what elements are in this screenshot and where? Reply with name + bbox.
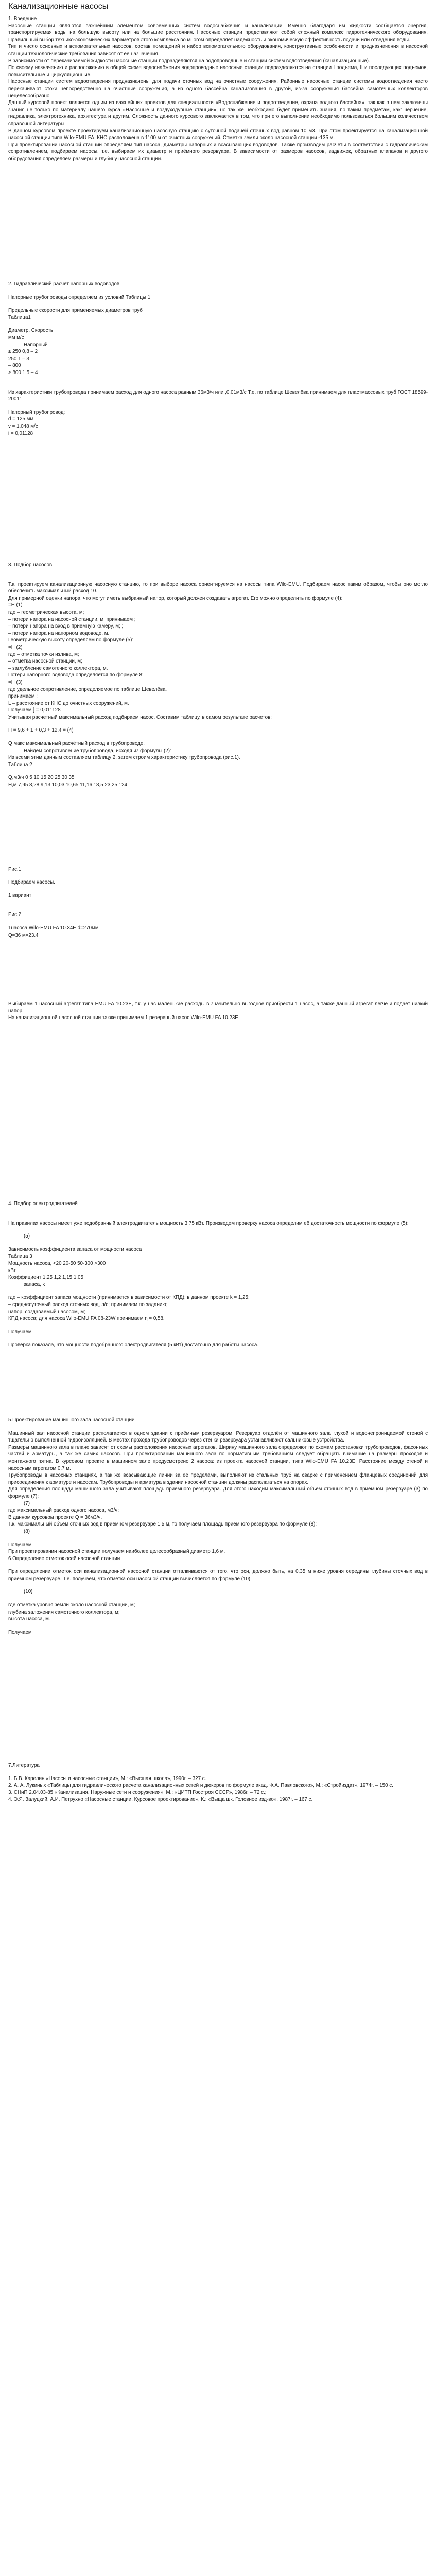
paragraph: 1насоса Wilo-EMU FA 10.34E d=270мм — [8, 925, 99, 931]
where-line: В данном курсовом проекте Q = 36м3/ч. — [8, 1514, 102, 1520]
formula: (7) — [24, 1500, 30, 1506]
paragraph: Напорные трубопроводы определяем из условий Таблицы 1: — [8, 294, 152, 300]
list-item: 3. СНиП 2.04.03-85 «Канализация. Наружные сети и сооружения», М.: «ЦИТП Госстроя СССР», 1986г. – 72 с.; — [8, 1789, 267, 1795]
section-heading: 1. Введение — [8, 16, 37, 22]
paragraph: Трубопроводы в насосных станциях, а так же всасывающие линии за ее пределами, выполняют из стальных труб на сварке с применением фланцевых соединений для присоединения к арматуре и насосам. Трубопроводы и арматура в здании насосной станции должны располагаться на опорах. — [8, 1472, 428, 1485]
section-heading: 6.Определение отметок осей насосной станции — [8, 1555, 120, 1562]
paragraph: Для примерной оценки напора, что могут иметь выбранный напор, который должен создавать агрегат. Его можно определить по формуле (4): — [8, 595, 343, 601]
paragraph: Насосные станции систем водоотведения предназначены для подачи сточных вод на очистные сооружения. Районные насосные станции системы водоотведения часто перекачивают стоки непосредственно на очистные сооружения, а из одного бассейна канализования в другой, из-за сооружения бассейна самотечных коллекторов нецелесообразно. — [8, 79, 428, 99]
table-caption: Зависимость коэффициента запаса от мощности насоса — [8, 1246, 142, 1252]
where-line: где удельное сопротивление, определяемое по таблице Шевелёва, — [8, 686, 167, 692]
pipe-value: v = 1,048 м/с — [8, 423, 38, 429]
where-line: принимаем ; — [8, 693, 38, 700]
list-item: 2. А. А. Лукиных «Таблицы для гидравлического расчета канализационных сетей и дюкеров по формуле акад. Ф.А. Павловского», М.: «Стройиздат», 1974г. – 150 с. — [8, 1783, 393, 1789]
where-line: где – геометрическая высота, м; — [8, 609, 84, 615]
paragraph: Размеры машинного зала в плане зависят от схемы расположения насосных агрегатов. Ширину машинного зала определяют по схемам расстановки трубопроводов, фасонных частей и арматуры, а так же самих насосов. При проектировании машинного зала по нормативным требованиям следует обращать внимание на размеры проходов и монтажного пятна. В курсовом проекте в машинном зале предусмотрено 2 насоса: из проекта насосной станции, типа Wilo-EMU FA 10.23E. Расстояние между стеной и насосным агрегатом 0,7 м. — [8, 1444, 428, 1471]
figure-caption: Рис.1 — [8, 866, 22, 872]
table-label: Таблица 2 — [8, 761, 32, 768]
section-pumps — [8, 562, 428, 1022]
table-row: Q,м3/ч 0 5 10 15 20 25 30 35 — [8, 775, 75, 781]
formula: (5) — [24, 1233, 30, 1240]
where-line: где отметка уровня земли около насосной станции, м; — [8, 1602, 135, 1608]
where-line: Т.к. максимальный объём сточных вод в приёмном резервуаре 1,5 м, то получаем площадь приёмного резервуара по формуле (8): — [8, 1521, 317, 1528]
paragraph: Насосные станции являются важнейшим элементом современных систем водоснабжения и канализации. Именно благодаря им жидкости сообщается энергия, транспортируемая воды на большую высоту или на большие расстояния. Насосные станции представляют собой сложный комплекс гидротехнического оборудования. Правильный выбор технико-экономических параметров этого комплекса во многом определяет надежность и экономическую эффективность подачи или отведения воды. — [8, 23, 428, 43]
where-line: – потери напора на напорном водоводе, м. — [8, 630, 110, 636]
table-header: Диаметр, Скорость, — [8, 328, 55, 334]
figure-caption: Рис.2 — [8, 912, 22, 918]
document-title: Канализационные насосы — [8, 2, 109, 11]
paragraph: На правилах насосы имеет уже подобранный электродвигатель мощность 3,75 кВт. Произведем проверку насоса определим её достаточность мощности по формуле (5): — [8, 1220, 409, 1226]
table-label: Таблица 3 — [8, 1253, 32, 1260]
list-item: 1. Б.В. Карелин «Насосы и насосные станции», М.: «Высшая школа», 1990г. – 327 с. — [8, 1775, 206, 1782]
table-label: Таблица1 — [8, 314, 31, 320]
table-row: > 800 1,5 – 4 — [8, 369, 38, 376]
where-line: – отметка насосной станции, м; — [8, 658, 82, 665]
paragraph: Т.к. проектируем канализационную насосную станцию, то при выборе насоса ориентируемся на насосы типа Wilo-EMU. Подбираем насос таким образом, чтобы оно могло обеспечить максимальный расход 10. — [8, 581, 428, 595]
section-heading: 2. Гидравлический расчёт напорных водоводов — [8, 281, 120, 287]
where-line: высота насоса, м. — [8, 1616, 50, 1622]
paragraph: Тип и число основных и вспомогательных насосов, состав помещений и набор вспомогательного оборудования, конструктивные особенности и предназначения в насосной станции технологические требования зависят от ее назначения. — [8, 44, 428, 57]
paragraph: Данный курсовой проект является одним из важнейших проектов для специальности «Водоснабжение и водоотведение, охрана водного бассейна», так как в нем заключены знания не только по материалу нашего курса «Насосные и воздуходувные станции», но так же необходимо будет применить знания, по таким предметам, как: черчение, гидравлика, электротехника, архитектура и другим. Сложность данного курсового заключается в том, что при его выполнении необходимо пользоваться большим количеством справочной литературы. — [8, 100, 428, 127]
section-introduction — [8, 15, 428, 162]
where-line: – потери напора на вход в приёмную камеру, м; ; — [8, 623, 124, 630]
section-machine-hall — [8, 1417, 428, 1636]
paragraph: 1 вариант — [8, 892, 31, 899]
paragraph: В зависимости от перекачиваемой жидкости насосные станции подразделяются на водопроводные и станции систем водоотведения (канализационные). — [8, 58, 370, 64]
section-hydraulic — [8, 281, 428, 437]
where-line: – среднесуточный расход сточных вод, л/с; принимаем по заданию; — [8, 1301, 168, 1308]
table-row: запаса, k — [24, 1281, 45, 1287]
paragraph: Получаем — [8, 1329, 32, 1335]
paragraph: При проектировании насосной станции определяем тип насоса, диаметры напорных и всасывающих водоводов. Также производим расчеты в соответствии с гидравлическим сопротивлением, подбираем насосы, т.е. выбираем их диаметр и приёмного резервуара. В зависимости от размеров насосов, задвижек, обратных клапанов и другого оборудования определяем размеры и глубину насосной станции. — [8, 142, 428, 162]
section-heading: 4. Подбор электродвигателей — [8, 1201, 78, 1207]
where-line: КПД насоса; для насоса Wilo-EMU FA 08-23W принимаем η = 0,58. — [8, 1316, 165, 1322]
where-line: глубина заложения самотечного коллектора, м; — [8, 1609, 120, 1615]
paragraph: В данном курсовом проекте проектируем канализационную насосную станцию с суточной подачей сточных вод равном 10 м3. При этом проектируется на канализационной насосной станции типа Wilo-EMU FA. КНС расположена в 1100 м от очистных сооружений. Отметка земли около насосной станции -135 м. — [8, 128, 428, 141]
table-row: Мощность насоса, <20 20-50 50-300 >300 — [8, 1260, 106, 1266]
table-row: 250 1 – 3 — [8, 355, 29, 362]
paragraph: Получаем — [8, 1541, 32, 1548]
where-line: L – расстояние от КНС до очистных сооружений, м. — [8, 700, 129, 706]
where-line: где – отметка точки излива, м; — [8, 651, 79, 657]
section-literature — [8, 1762, 428, 1803]
paragraph: Получаем ] = 0,011128 — [8, 707, 61, 714]
list-item: 4. Э.Я. Залуцкий, А.И. Петрухно «Насосные станции. Курсовое проектирование», К.: «Выща шк. Головное изд-во», 1987г. – 167 с. — [8, 1797, 313, 1803]
formula: Н = 9,6 + 1 + 0,3 + 12,4 = (4) — [8, 727, 74, 734]
paragraph: Для определения площади машинного зала учитывают площадь приёмного резервуара. Для этого находим максимальный объем сточных вод в приёмном резервуаре (3) по формуле (7): — [8, 1486, 428, 1499]
section-heading: 7.Литература — [8, 1762, 40, 1768]
pipe-value: i = 0,01128 — [8, 430, 33, 436]
formula: =Н (2) — [8, 644, 23, 650]
paragraph: На канализационной насосной станции также принимаем 1 резервный насос Wilo-EMU FA 10.23E. — [8, 1015, 240, 1021]
formula: (8) — [24, 1528, 30, 1534]
paragraph: При проектировании насосной станции получаем наиболее целесообразный диаметр 1,6 м. — [8, 1549, 225, 1555]
section-heading: 3. Подбор насосов — [8, 562, 53, 568]
where-line: где – коэффициент запаса мощности (принимается в зависимости от КПД); в данном проекте k = 1,25; — [8, 1295, 250, 1301]
pipe-value: d = 125 мм — [8, 416, 34, 422]
paragraph: Геометрическую высоту определяем по формуле (5): — [8, 637, 134, 643]
section-heading: 5.Проектирование машинного зала насосной станции — [8, 1417, 135, 1423]
paragraph: Получаем — [8, 1629, 32, 1635]
where-line: – потери напора на насосной станции, м; принимаем ; — [8, 616, 136, 622]
table-row: Н,м 7,95 8,28 9,13 10,03 10,65 11,16 18,5 23,25 124 — [8, 782, 127, 788]
paragraph: Q макс максимальный расчётный расход в трубопроводе. — [8, 741, 145, 747]
formula: =Н (3) — [8, 679, 23, 685]
table-caption: Предельные скорости для применяемых диаметров труб — [8, 308, 143, 314]
where-line: где максимальный расход одного насоса, м3/ч; — [8, 1507, 119, 1514]
table-row: Коэффициент 1,25 1,2 1,15 1,05 — [8, 1275, 83, 1281]
paragraph: Выбираем 1 насосный агрегат типа EMU FA 10.23E, т.к. у нас маленькие расходы в значительно выгодное приобрести 1 насос, а также данный агрегат легче и подает низкий напор. — [8, 1001, 428, 1014]
paragraph: Потери напорного водовода определяется по формуле 8: — [8, 672, 144, 679]
formula: (10) — [24, 1589, 33, 1595]
table-row: кВт — [8, 1267, 16, 1274]
paragraph: Из характеристики трубопровода принимаем расход для одного насоса равным 36м3/ч или ,0,01м3/с Т.е. по таблице Шевелёва принимаем для пластмассовых труб ГОСТ 18599-2001: — [8, 389, 428, 402]
paragraph: Машинный зал насосной станции располагается в одном здании с приёмным резервуаром. Резервуар отделён от машинного зала глухой и водонепроницаемой стеной с тщательно выполненной гидроизоляцией. В местах прохода трубопроводов через стенки резервуара устанавливают сальниковые устройства. — [8, 1430, 428, 1444]
paragraph: Подбираем насосы. — [8, 879, 55, 886]
table-row: ≤ 250 0,8 – 2 — [8, 349, 38, 355]
where-line: – заглубление самотечного коллектора, м. — [8, 665, 108, 671]
table-header: Напорный — [24, 342, 48, 348]
paragraph: Q=36 м=23.4 — [8, 932, 39, 938]
paragraph: Найдем сопротивление трубопровода, исходя из формулы (2): — [24, 748, 171, 754]
pipe-label: Напорный трубопровод: — [8, 409, 65, 415]
paragraph: Проверка показала, что мощности подобранного электродвигателя (5 кВт) достаточно для работы насоса. — [8, 1342, 259, 1348]
paragraph: При определении отметок оси канализационной насосной станции отталкиваются от того, что оси, должно быть, на 0,35 м ниже уровня середины глубины сточных вод в приёмном резервуаре. Т.е. получаем, что отметка оси насосной станции вычисляется по формуле (10): — [8, 1569, 428, 1582]
paragraph: По своему назначению и расположению в общей схеме водоснабжения водопроводные насосные станции подразделяются на станции I подъема, II и последующих подъемов, повысительные и циркуляционные. — [8, 65, 428, 78]
table-header: мм м/с — [8, 334, 24, 341]
paragraph: Учитывая расчётный максимальный расход подбираем насос. Составим таблицу, в самом результате расчетов: — [8, 714, 272, 720]
paragraph: Из всеми этим данным составляем таблицу 2, затем строим характеристику трубопровода (рис.1). — [8, 755, 240, 761]
formula: =Н (1) — [8, 602, 23, 608]
table-row: – 800 — [8, 363, 21, 369]
section-motors — [8, 1200, 428, 1349]
where-line: напор, создаваемый насосом, м; — [8, 1309, 85, 1315]
